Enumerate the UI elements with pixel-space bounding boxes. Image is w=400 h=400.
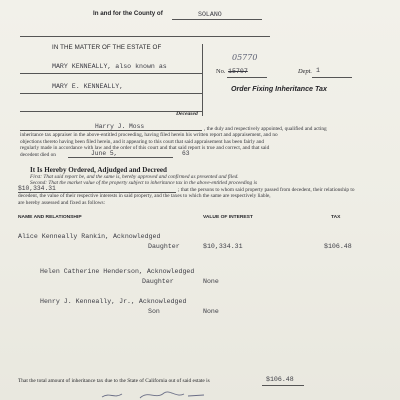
estate-name-line2: MARY E. KENNEALLY, [52,83,124,90]
case-number-underline [227,77,267,78]
col-header-tax: TAX [331,215,341,220]
death-year: 63 [182,149,190,157]
death-date: June 5, [91,149,118,157]
table-row-1-value: $10,334.31 [203,243,243,250]
ordered-second-line2: ; that the persons to whom said property passed from decedent, their relationship to [178,186,355,193]
dept-value: 1 [316,67,320,74]
table-row-1-tax: $106.48 [324,243,352,250]
total-text: That the total amount of inheritance tax due to the State of California out of said estate is [18,378,210,384]
deceased-underline [20,111,202,112]
market-value: $10,334.31 [18,184,56,192]
matter-heading: IN THE MATTER OF THE ESTATE OF [52,44,162,51]
appraiser-line1: , the duly and respectively appointed, qualified and acting [204,126,327,132]
county-prefix: In and for the County of [93,10,163,17]
death-date-underline [68,157,173,158]
signature-mark [100,388,210,400]
case-number-handwritten: 05770 [232,53,258,62]
table-row-2-value: None [203,278,219,285]
estate-name-line1: MARY KENNEALLY, also known as [52,63,167,70]
appraiser-line4: regularly made in accordance with law and the order of this court and that said report is true and correct, and that said [20,145,270,152]
estate-line2-underline [20,93,202,94]
order-title: Order Fixing Inheritance Tax [231,85,327,93]
case-number-value: 15707 [228,68,248,75]
table-row-1-name: Alice Kenneally Rankin, Acknowledged [18,233,161,240]
ordered-heading: It Is Hereby Ordered, Adjudged and Decreed [30,166,167,174]
table-row-3-relation: Son [148,308,160,315]
appraiser-line2: inheritance tax appraiser in the above-entitled proceeding, having filed herein his written report and appraisement, and no [20,132,278,139]
total-value: $106.48 [266,376,294,383]
estate-line1-underline [20,73,202,74]
col-header-value: VALUE OF INTEREST [203,215,253,220]
ordered-second-line4: are hereby assessed and fixed as follows: [18,199,106,206]
table-row-2-relation: Daughter [142,278,174,285]
deceased-label: Deceased [176,111,198,117]
death-date-prefix: decedent died on [20,151,56,158]
ordered-paragraph [18,174,360,206]
ordered-second-line1: Second: That the market value of the property subject to inheritance tax in the above-entitled proceeding is [30,180,258,187]
case-number-label: No. [216,68,226,75]
county-value: SOLANO [198,11,222,18]
appraiser-underline [20,130,202,131]
market-value-underline [18,192,176,193]
dept-label: Dept. [298,68,313,75]
appraiser-paragraph [20,123,360,158]
appraiser-name: Harry J. Moss [95,123,145,130]
dept-underline [312,77,352,78]
ordered-second-line3: decedent, the value of their respective interests in said property, and the taxes to which the same are respectively liable, [18,193,271,200]
table-row-3-name: Henry J. Kenneally, Jr., Acknowledged [40,298,187,305]
col-header-name: NAME AND RELATIONSHIP [18,215,82,220]
total-underline [262,385,304,386]
estate-bracket [202,44,203,116]
table-row-1-relation: Daughter [148,243,180,250]
county-underline [172,19,262,20]
appraiser-line3: objections thereto having been filed herein, and it appearing to this court that said appraisement has been fairly and [20,138,265,145]
ordered-first: First: That said report be, and the same is, hereby approved and confirmed as presented and filed. [30,174,239,180]
top-divider [20,36,270,37]
table-row-3-value: None [203,308,219,315]
table-row-2-name: Helen Catherine Henderson, Acknowledged [40,268,195,275]
